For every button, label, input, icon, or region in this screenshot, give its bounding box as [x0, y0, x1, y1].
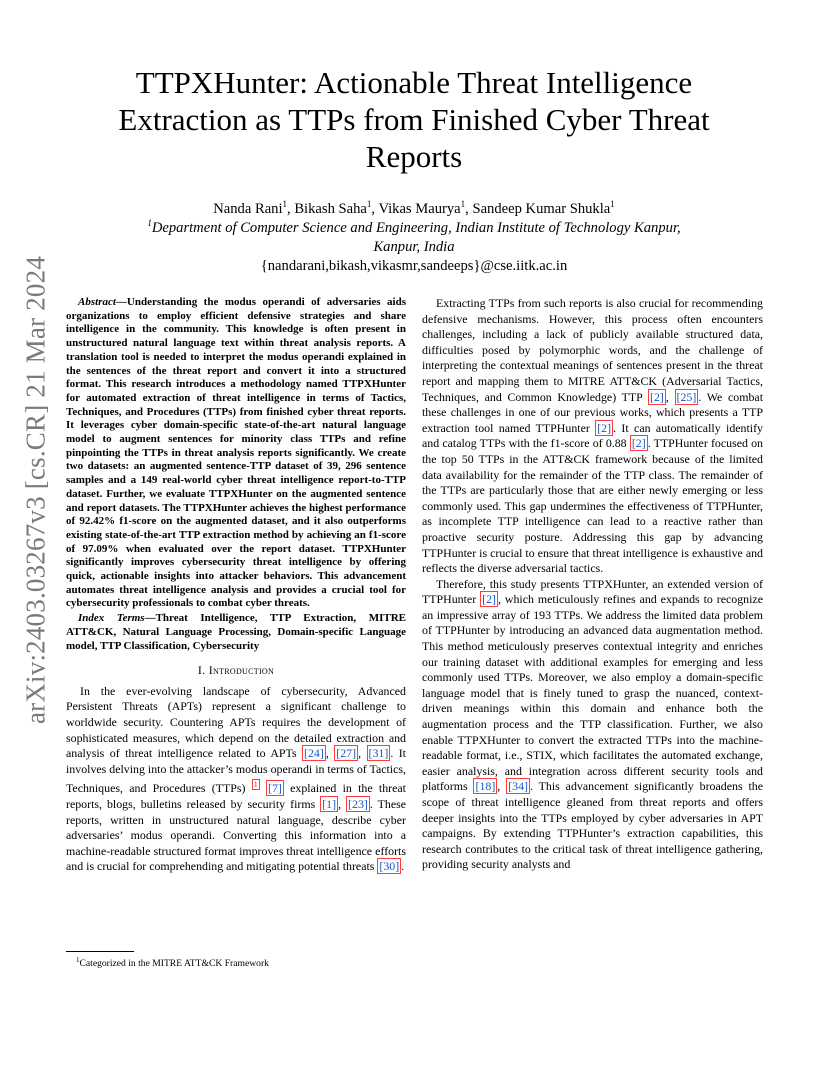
- footnote: [66, 955, 406, 970]
- affiliation-mark: 1: [147, 218, 152, 229]
- footnote-link[interactable]: 1: [253, 780, 258, 790]
- right-column: [422, 296, 763, 873]
- abstract-label: Abstract: [78, 296, 116, 308]
- author-emails: {nandarani,bikash,vikasmr,sandeeps}@cse.iitk.ac.in: [260, 258, 568, 274]
- author-block: [80, 200, 748, 276]
- index-terms-label: Index Terms: [78, 612, 145, 625]
- footnote-text: Categorized in the MITRE ATT&CK Framework: [79, 958, 269, 969]
- author-name: Vikas Maurya: [378, 201, 461, 217]
- author-affiliation-mark: 1: [282, 199, 288, 210]
- abstract: Abstract—Understanding the modus operandi of adversaries aids organizations to employ efficient defensive strategies and share intelligence in the community. This knowledge is often present in unstructured natural language text within threat analysis reports. A translation tool is needed to interpret the modus operandi explained in the sentences of the threat report and convert it into a structured format. This research introduces a methodology named TTPXHunter for automated extraction of threat intelligence in terms of Tactics, Techniques, and Procedures (TTPs) from finished cyber threat reports. It leverages cyber domain-specific state-of-the-art natural language model to augment sentences for minority class TTPs and refine pinpointing the TTPs in threat analysis reports significantly. We create two datasets: an augmented sentence-TTP dataset of 39, 296 sentence samples and a 149 real-world cyber threat intelligence report-to-TTP dataset. Further, we evaluate TTPXHunter on the augmented sentence and report datasets. The TTPXHunter achieves the highest performance of 92.42% f1-score on the augmented dataset, and it also outperforms existing state-of-the-art TTP extraction method by achieving an f1-score of 97.09% when evaluated over the report dataset. TTPXHunter significantly improves cybersecurity threat intelligence by offering quick, actionable insights into attacker behaviors. This advancement automates threat intelligence analysis and provides a crucial tool for cybersecurity professionals to combat cyber threats.: [66, 296, 406, 610]
- citation-link[interactable]: [24]: [304, 746, 324, 761]
- citation-link[interactable]: [25]: [676, 389, 697, 404]
- intro-paragraph-1: In the ever-evolving landscape of cybersecurity, Advanced Persistent Threats (APTs) represent a significant challenge to worldwide security. Countering APTs requires the development of sophisticated measures, which depend on the detailed extraction and analysis of threat intelligence related to APTs [24] , [27] , [31] . It involves delving into the attacker’s modus operandi in terms of Tactics, Techniques, and Procedures (TTPs) $^1$ [7] explained in the threat reports, blogs, bulletins released by security firms [1] , [23] . These reports, written in unstructured natural language, describe cyber adversaries’ modus operandi. Converting this information into a machine-readable structured format improves threat intelligence efforts and is crucial for comprehending and mitigating potential threats [30] .: [66, 683, 406, 874]
- citation-link[interactable]: [2]: [650, 389, 664, 404]
- affiliation: $^1$Department of Computer Science and Engineering, Indian Institute of Technology Kanpur,: [147, 218, 681, 236]
- paper-title: TTPXHunter: Actionable Threat Intelligence Extraction as TTPs from Finished Cyber Threat Reports: [118, 65, 710, 174]
- footnote-mark: 1: [76, 955, 80, 964]
- citation-link[interactable]: [31]: [368, 746, 389, 761]
- index-terms: Index Terms—Threat Intelligence, TTP Extraction, MITRE ATT&CK, Natural Language Processing, Domain-specific Language model, TTP Classification, Cybersecurity: [66, 612, 406, 652]
- left-column: [66, 296, 406, 875]
- author-name: Nanda Rani: [213, 201, 283, 217]
- author-name: Sandeep Kumar Shukla: [472, 201, 611, 217]
- author-name: Bikash Saha: [294, 201, 367, 217]
- intro-paragraph-3: Therefore, this study presents TTPXHunter, an extended version of TTPHunter [2] , which meticulously refines and expands to recognize an impressive array of 193 TTPs. We address the limited data problem of TTPHunter by introducing an advanced data augmentation method. This method meticulously preserves contextual integrity and enriches our training dataset with additional examples for emerging and less commonly used TTPs. Moreover, we also employ a domain-specific language model that is finely tuned to grasp the nuanced, context-driven meanings within this domain and enhance both the augmentation process and the TTP classification. Further, we also enable TTPXHunter to convert the extracted TTPs into the machine-readable format, i.e., STIX, which facilitates the automated exchange, easier analysis, and integration across different security tools and platforms [18] , [34] . This advancement significantly broadens the scope of threat intelligence gleaned from threat reports and offers deeper insights into the TTPs employed by cyber adversaries in APT campaigns. By extending TTPHunter’s extraction capabilities, this research contributes to the critical task of threat intelligence gathering, providing security analysts and: [422, 576, 764, 872]
- author-affiliation-mark: 1: [366, 199, 372, 210]
- author-list: Nanda Rani$^1$, Bikash Saha$^1$, Vikas Maurya$^1$, Sandeep Kumar Shukla$^1$: [213, 199, 615, 217]
- section-number: I.: [197, 663, 206, 678]
- footnote-divider: [66, 951, 134, 952]
- author-affiliation-mark: 1: [610, 199, 615, 210]
- abstract-text: Understanding the modus operandi of adversaries aids organizations to employ efficient defensive strategies and share intelligence in the community. This knowledge is often present in unstructured natural language text within threat analysis reports. A translation tool is needed to interpret the modus operandi explained in the sentences of the threat report and convert it into a structured format. This research introduces a methodology named TTPXHunter for automated extraction of threat intelligence in terms of Tactics, Techniques, and Procedures (TTPs) from finished cyber threat reports. It leverages cyber domain-specific state-of-the-art natural language model to augment sentences for minority class TTPs and refine pinpointing the TTPs in threat analysis reports significantly. We create two datasets: an augmented sentence-TTP dataset of 39, 296 sentence samples and a 149 real-world cyber threat intelligence report-to-TTP dataset. Further, we evaluate TTPXHunter on the augmented sentence and report datasets. The TTPXHunter achieves the highest performance of 92.42% f1-score on the augmented dataset, and it also outperforms existing state-of-the-art TTP extraction method by achieving an f1-score of 97.09% when evaluated over the report dataset. TTPXHunter significantly improves cybersecurity threat intelligence by offering quick, actionable insights into attacker behaviors. This advancement automates threat intelligence analysis and provides a crucial tool for cybersecurity professionals to combat cyber threats.: [66, 296, 406, 610]
- index-terms-text: Threat Intelligence, TTP Extraction, MITRE ATT&CK, Natural Language Processing, Domain-specific Language model, TTP Classification, Cybersecurity: [66, 612, 406, 652]
- citation-link[interactable]: [7]: [267, 781, 282, 796]
- citation-link[interactable]: [34]: [508, 779, 528, 794]
- author-affiliation-mark: 1: [460, 199, 466, 210]
- intro-paragraph-2: Extracting TTPs from such reports is also crucial for recommending defensive mechanisms. However, this process often encounters challenges, including a lack of publicly available structured data, difficulties posed by polymorphic words, and the challenge of interpreting the contextual meanings of sentences present in the threat report and mapping them to MITRE ATT&CK (Adversarial Tactics, Techniques, and Common Knowledge) TTP [2] , [25] . We combat these challenges in one of our previous works, which presents a TTP extraction tool named TTPHunter [2] . It can automatically identify and catalog TTPs with the f1-score of 0.88 [2] . TTPHunter focused on the top 50 TTPs in the ATT&CK framework because of the limited data availability for the remainder of the TTP class. The remainder of the TTPs are particularly those that are either newly emerging or less commonly used. This gap undermines the effectiveness of TTPHunter, as incomplete TTP intelligence can lead to a reactive rather than proactive security posture. Addressing this gap by advancing TTPHunter is crucial to ensure that threat intelligence is exhaustive and reflects the diverse adversarial tactics.: [422, 296, 764, 576]
- citation-link[interactable]: [2]: [631, 436, 646, 451]
- affiliation-location: Kanpur, India: [373, 239, 455, 255]
- citation-link[interactable]: [27]: [336, 746, 357, 761]
- citation-link[interactable]: [30]: [379, 859, 400, 874]
- arxiv-sidebar: [12, 255, 60, 725]
- arxiv-identifier: arXiv:2403.03267v3 [cs.CR] 21 Mar 2024: [20, 255, 51, 725]
- citation-link[interactable]: [1]: [322, 797, 337, 811]
- section-title: Introduction: [208, 663, 275, 678]
- citation-link[interactable]: [2]: [597, 420, 612, 435]
- citation-link[interactable]: [18]: [475, 779, 496, 794]
- section-heading: [66, 663, 406, 679]
- citation-link[interactable]: [23]: [348, 797, 368, 811]
- citation-link[interactable]: [2]: [482, 592, 496, 607]
